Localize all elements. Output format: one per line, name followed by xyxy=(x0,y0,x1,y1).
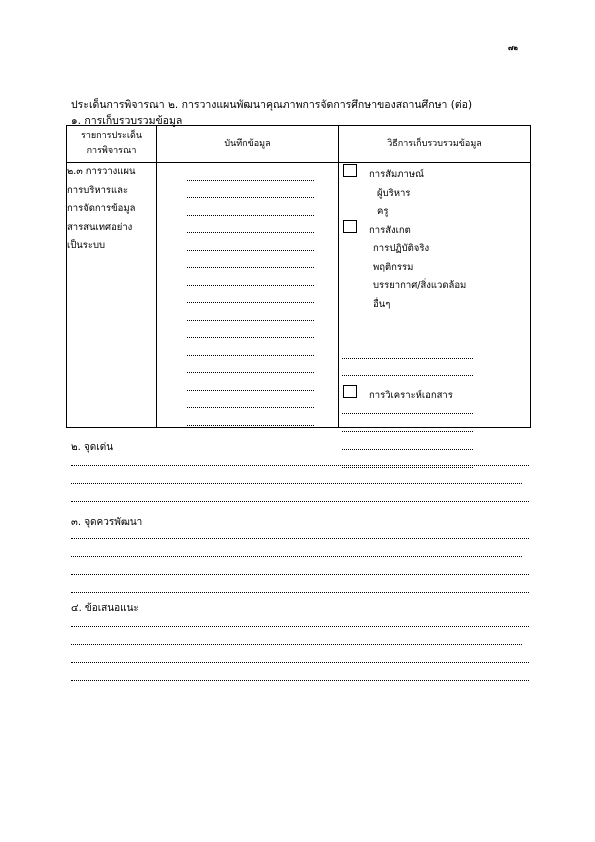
interview-label: การสัมภาษณ์ xyxy=(369,169,424,180)
col-header-method: วิธีการเก็บรวบรวมข้อมูล xyxy=(339,126,531,163)
suggestions-heading: ๔. ข้อเสนอแนะ xyxy=(71,603,139,614)
record-line[interactable] xyxy=(187,163,314,181)
item-line: การบริหารและ xyxy=(67,184,129,196)
col-header-items-line-1: รายการประเด็น xyxy=(81,131,142,141)
record-cell xyxy=(157,163,339,428)
improvements-line[interactable] xyxy=(71,538,529,539)
item-line: ๒.๓ การวางแผน xyxy=(67,166,136,177)
record-line[interactable] xyxy=(187,216,314,234)
observation-option: บรรยากาศ/สิ่งแวดล้อม xyxy=(373,280,467,291)
document-analysis-checkbox[interactable] xyxy=(343,385,357,398)
record-line[interactable] xyxy=(187,268,314,286)
suggestions-line[interactable] xyxy=(71,644,522,645)
observation-option: การปฏิบัติจริง xyxy=(373,243,430,254)
page-number: ๗๒ xyxy=(508,44,518,52)
improvements-line[interactable] xyxy=(71,592,529,593)
item-line: สารสนเทศอย่าง xyxy=(67,221,133,233)
method-other-line[interactable] xyxy=(342,413,473,414)
suggestions-line[interactable] xyxy=(71,680,529,681)
observation-option: พฤติกรรม xyxy=(373,261,414,273)
record-line[interactable] xyxy=(187,233,314,251)
document-analysis-label: การวิเคราะห์เอกสาร xyxy=(369,390,453,401)
col-header-items xyxy=(67,126,157,163)
method-other-line[interactable] xyxy=(342,375,473,376)
item-line: การจัดการข้อมูล xyxy=(67,203,136,214)
strengths-line[interactable] xyxy=(71,483,522,484)
suggestions-line[interactable] xyxy=(71,662,529,663)
improvements-line[interactable] xyxy=(71,556,522,557)
strengths-line[interactable] xyxy=(71,465,529,466)
observation-option: อื่นๆ xyxy=(373,298,391,310)
suggestions-line[interactable] xyxy=(71,626,529,627)
interview-checkbox[interactable] xyxy=(343,164,357,177)
record-line[interactable] xyxy=(187,356,314,374)
record-line[interactable] xyxy=(187,181,314,199)
record-line[interactable] xyxy=(187,251,314,269)
section-1-heading: ๑. การเก็บรวบรวมข้อมูล xyxy=(71,115,183,127)
record-line[interactable] xyxy=(187,391,314,409)
record-line[interactable] xyxy=(187,408,314,426)
record-line[interactable] xyxy=(187,338,314,356)
table-header-row xyxy=(67,126,531,163)
item-cell xyxy=(67,163,157,428)
record-line[interactable] xyxy=(187,286,314,304)
record-line[interactable] xyxy=(187,321,314,339)
record-line[interactable] xyxy=(187,198,314,216)
observation-label: การสังเกต xyxy=(369,224,411,236)
improvements-heading: ๓. จุดควรพัฒนา xyxy=(71,517,143,528)
item-line: เป็นระบบ xyxy=(67,240,106,251)
interview-option: ครู xyxy=(377,206,389,217)
observation-checkbox[interactable] xyxy=(343,220,357,233)
record-line[interactable] xyxy=(187,373,314,391)
improvements-line[interactable] xyxy=(71,574,529,575)
method-other-line[interactable] xyxy=(342,358,473,359)
table-row xyxy=(67,163,531,428)
col-header-record: บันทึกข้อมูล xyxy=(157,126,339,163)
strengths-line[interactable] xyxy=(71,501,529,502)
interview-option: ผู้บริหาร xyxy=(377,187,411,199)
page-heading: ประเด็นการพิจารณา ๒. การวางแผนพัฒนาคุณภาพการจัดการศึกษาของสถานศึกษา (ต่อ) xyxy=(71,99,473,111)
strengths-heading: ๒. จุดเด่น xyxy=(71,442,114,453)
record-line[interactable] xyxy=(187,303,314,321)
method-cell xyxy=(339,163,531,428)
data-collection-table xyxy=(66,125,531,428)
col-header-items-line-2: การพิจารณา xyxy=(86,146,137,156)
method-other-line[interactable] xyxy=(342,467,473,468)
method-other-line[interactable] xyxy=(342,431,473,432)
method-other-line[interactable] xyxy=(342,449,473,450)
